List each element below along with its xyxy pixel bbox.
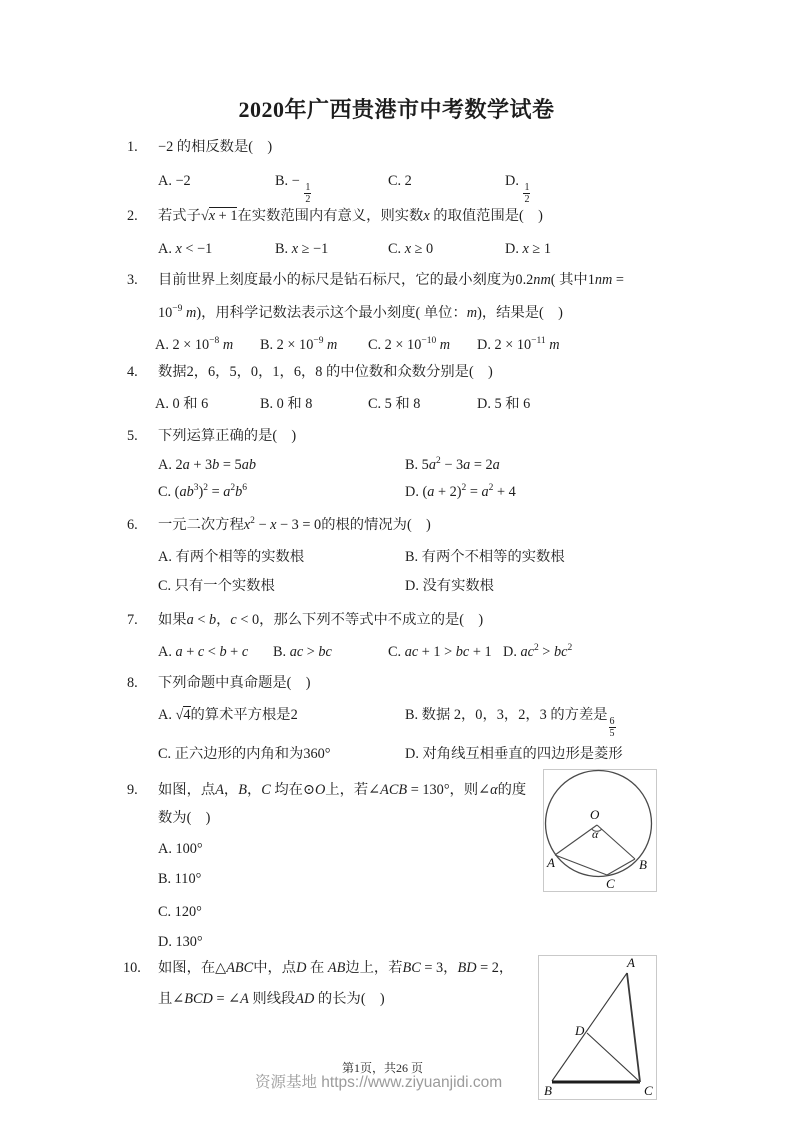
question-7-text: 如果a < b，c < 0，那么下列不等式中不成立的是( ) [158, 612, 484, 628]
question-3-text-line2: $10^{-9}$ m)，用科学记数法表示这个最小刻度( 单位：m)，结果是( ) [158, 304, 563, 321]
question-2-option-d: D. x ≥ 1 [505, 241, 551, 257]
question-4-text: 数据2，6，5，0，1，6，8 的中位数和众数分别是( ) [158, 364, 493, 380]
question-9-option-c: C. 120° [158, 904, 202, 920]
question-6-option-c: C. 只有一个实数根 [158, 578, 275, 594]
question-3-option-b: B. $2 \times 10^{-9}$ m [260, 336, 338, 353]
question-4-number: 4. [127, 364, 138, 380]
question-4-option-c: C. 5 和 8 [368, 396, 421, 412]
label-point-d: D [575, 1023, 585, 1038]
question-8-text: 下列命题中真命题是( ) [158, 675, 311, 691]
question-6-option-a: A. 有两个相等的实数根 [158, 549, 305, 565]
question-8-option-b: B. 数据 2，0，3，2，3 的方差是 $\frac{6}{5}$ [405, 707, 615, 739]
question-6-text: 一元二次方程$x^2 - x - 3 = 0$的根的情况为( ) [158, 516, 431, 533]
question-2-option-a: A. x < −1 [158, 241, 213, 257]
question-9-text-line1: 如图，点A，B，C 均在⊙O上，若∠ACB = 130°，则∠α的度 [158, 782, 527, 798]
question-2-option-b: B. x ≥ −1 [275, 241, 329, 257]
question-10-text-line1: 如图，在△ABC中，点D 在 AB边上，若BC = 3，BD = 2， [158, 960, 514, 976]
question-7-option-a: A. a + c < b + c [158, 644, 249, 660]
circle-figure [543, 769, 657, 892]
label-vertex-c: C [644, 1083, 653, 1098]
label-vertex-b: B [544, 1083, 552, 1098]
triangle-figure [538, 955, 657, 1100]
question-9-option-b: B. 110° [158, 871, 202, 887]
question-9-number: 9. [127, 782, 138, 798]
question-4-option-a: A. 0 和 6 [155, 396, 209, 412]
question-1-number: 1. [127, 139, 138, 155]
question-7-option-d: D. $ac^2 > bc^2$ [503, 643, 573, 660]
question-9-option-a: A. 100° [158, 841, 203, 857]
question-7-option-c: C. ac + 1 > bc + 1 [388, 644, 492, 660]
question-1-option-b: B. − $\frac{1}{2}$ [275, 173, 311, 205]
question-8-option-c: C. 正六边形的内角和为360° [158, 746, 331, 762]
question-4-option-d: D. 5 和 6 [477, 396, 531, 412]
question-3-option-a: A. $2 \times 10^{-8}$ m [155, 336, 234, 353]
question-5-text: 下列运算正确的是( ) [158, 428, 297, 444]
question-10-text-line2: 且∠BCD = ∠A 则线段AD 的长为( ) [158, 991, 385, 1007]
question-3-option-d: D. $2 \times 10^{-11}$ m [477, 336, 560, 353]
question-2-option-c: C. x ≥ 0 [388, 241, 434, 257]
question-8-option-a: A. √4的算术平方根是2 [158, 707, 298, 723]
footer-page-number: 第1页，共26 页 [342, 1061, 424, 1075]
question-1-option-d: D. $\frac{1}{2}$ [505, 173, 530, 205]
question-2-text: 若式子√x + 1在实数范围内有意义，则实数x 的取值范围是( ) [158, 208, 543, 224]
label-vertex-a: A [627, 955, 635, 970]
question-8-option-d: D. 对角线互相垂直的四边形是菱形 [405, 746, 623, 762]
question-3-text-line1: 目前世界上刻度最小的标尺是钻石标尺，它的最小刻度为0.2nm( 其中1nm = [158, 272, 624, 288]
label-point-a: A [547, 855, 555, 870]
question-5-number: 5. [127, 428, 138, 444]
question-9-text-line2: 数为( ) [158, 810, 211, 826]
footer-watermark: 资源基地 https://www.ziyuanjidi.com [255, 1074, 503, 1091]
label-point-c: C [606, 876, 615, 891]
label-alpha: α [592, 827, 599, 841]
question-5-option-a: A. 2a + 3b = 5ab [158, 457, 256, 473]
question-6-option-d: D. 没有实数根 [405, 578, 494, 594]
question-10-number: 10. [123, 960, 141, 976]
question-1-option-a: A. −2 [158, 173, 191, 189]
question-5-option-c: C. $(ab^3)^2 = a^2b^6$ [158, 483, 248, 500]
question-3-number: 3. [127, 272, 138, 288]
question-6-number: 6. [127, 517, 138, 533]
question-4-option-b: B. 0 和 8 [260, 396, 313, 412]
question-2-number: 2. [127, 208, 138, 224]
label-point-b: B [639, 857, 647, 872]
question-7-option-b: B. ac > bc [273, 644, 332, 660]
page-title: 2020年广西贵港市中考数学试卷 [238, 97, 555, 122]
question-7-number: 7. [127, 612, 138, 628]
question-5-option-d: D. $(a + 2)^2 = a^2 + 4$ [405, 483, 516, 500]
label-center-o: O [590, 807, 600, 822]
question-1-text: −2 的相反数是( ) [158, 139, 273, 155]
question-5-option-b: B. $5a^2 - 3a = 2a$ [405, 456, 500, 473]
question-8-number: 8. [127, 675, 138, 691]
question-9-option-d: D. 130° [158, 934, 203, 950]
question-6-option-b: B. 有两个不相等的实数根 [405, 549, 565, 565]
question-3-option-c: C. $2 \times 10^{-10}$ m [368, 336, 451, 353]
question-1-option-c: C. 2 [388, 173, 412, 189]
